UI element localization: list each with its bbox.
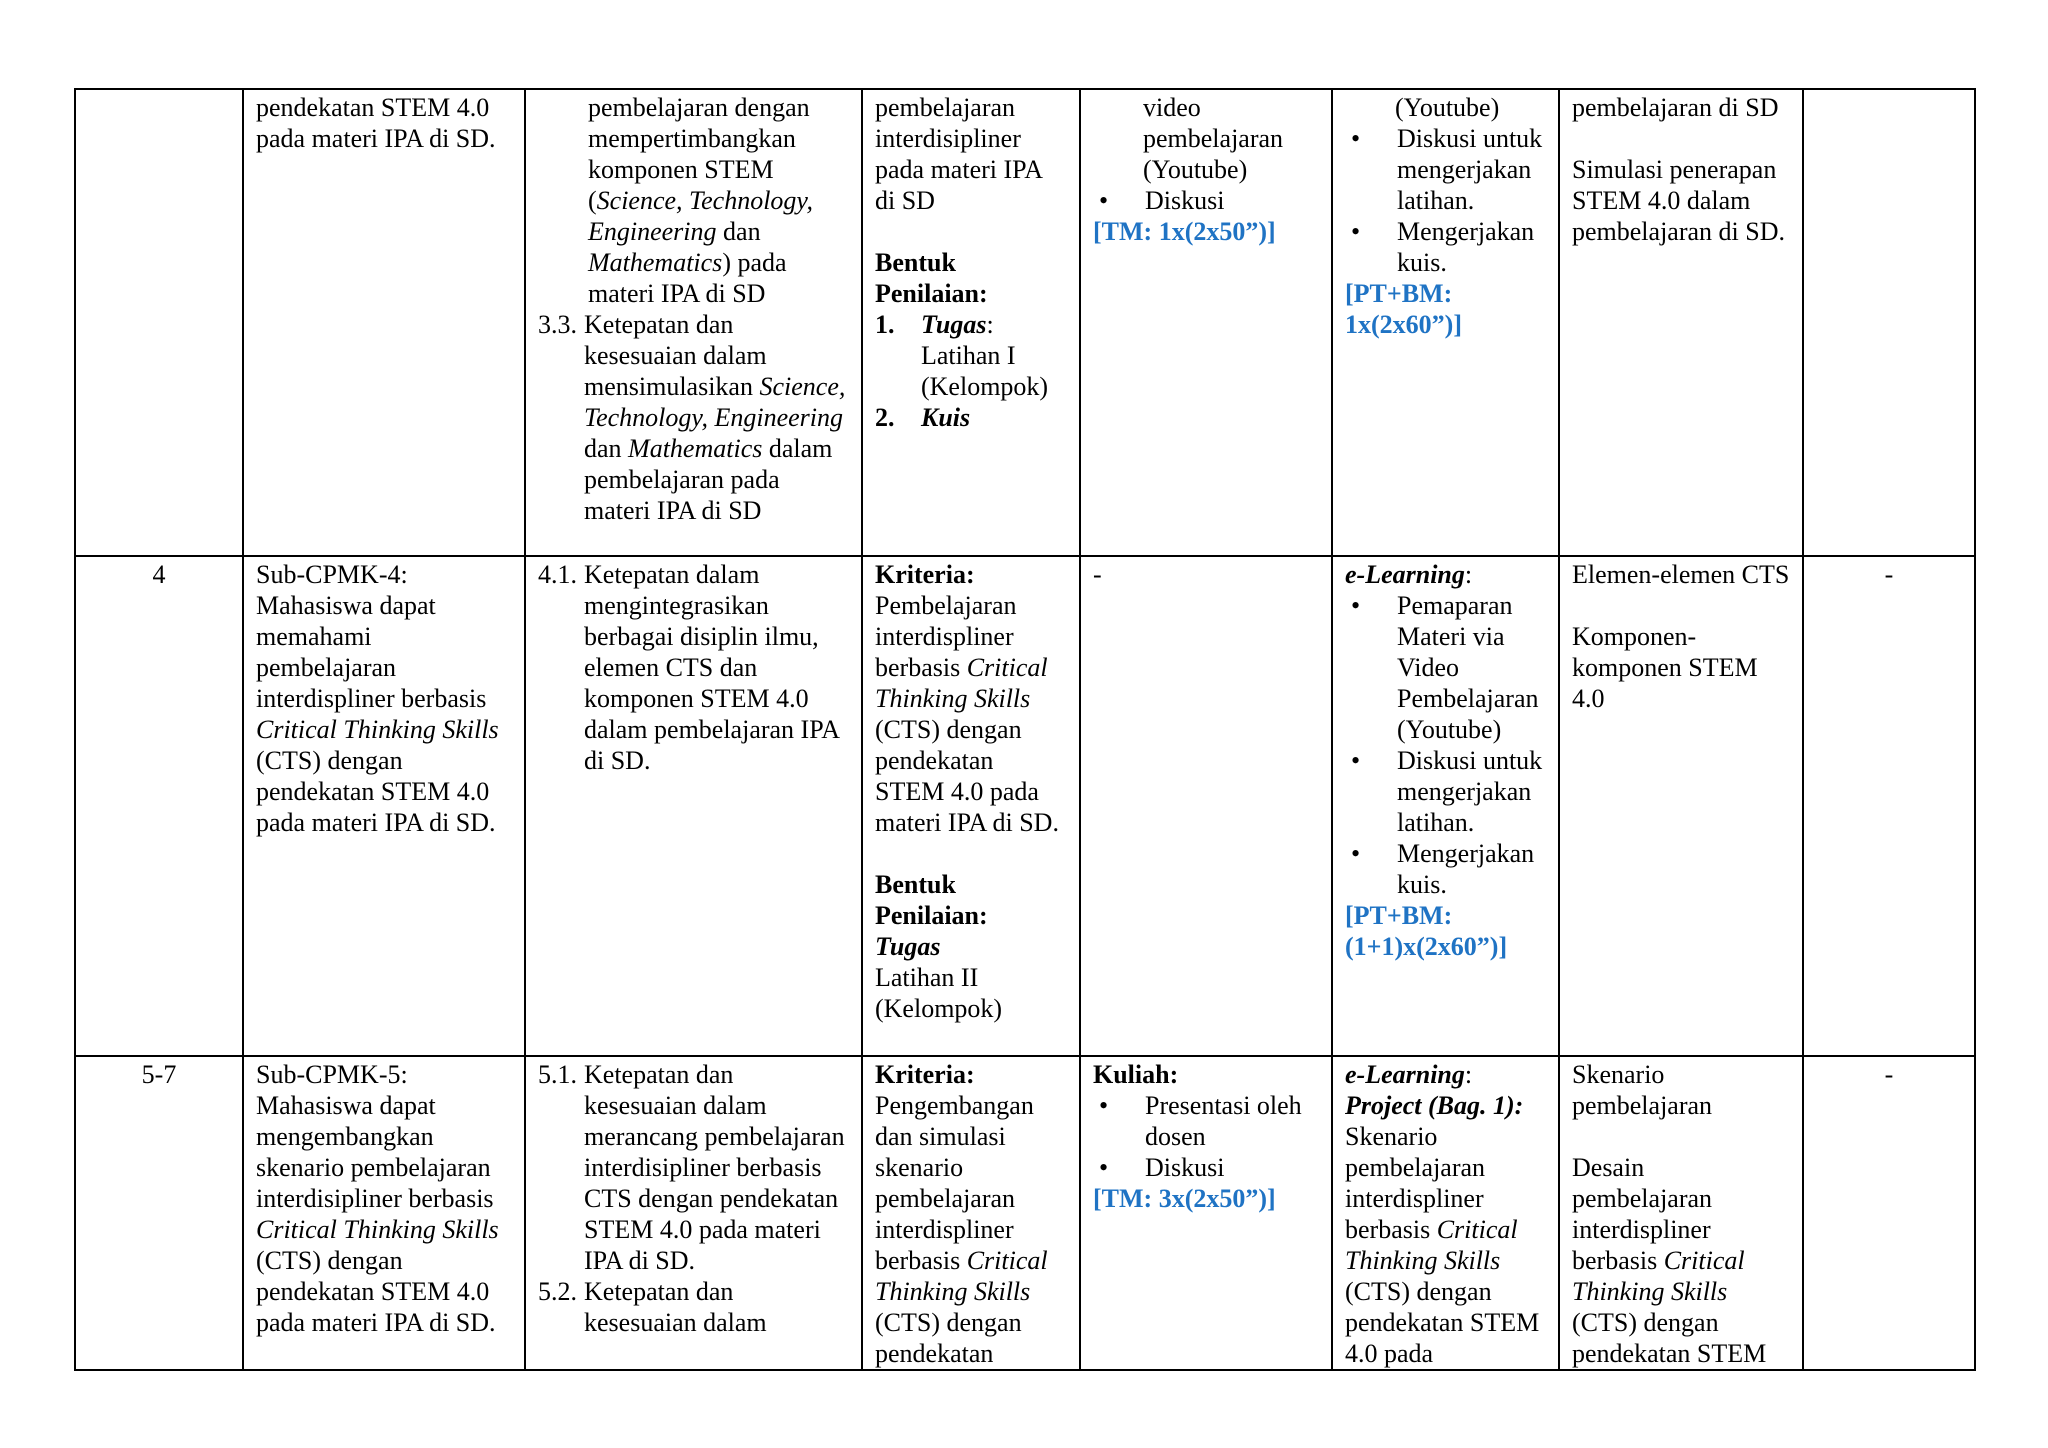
list-item: 2. Kuis bbox=[875, 403, 971, 432]
bullet-icon bbox=[1093, 1152, 1145, 1183]
criteria-text: Pengembangan dan simulasi skenario pembelajaran interdispliner berbasis Critical Thinking Skills (CTS) dengan pendekatan bbox=[875, 1091, 1048, 1368]
subcpmk-cell: pendekatan STEM 4.0 pada materi IPA di SD. bbox=[243, 89, 525, 556]
time-allocation: [PT+BM: (1+1)x(2x60”)] bbox=[1345, 901, 1508, 961]
assessment-list bbox=[875, 309, 1067, 433]
time-allocation: [TM: 1x(2x50”)] bbox=[1093, 217, 1276, 246]
bullet-icon bbox=[1093, 185, 1145, 216]
assessment-label: Bentuk Penilaian: bbox=[875, 248, 988, 308]
bullet-icon bbox=[1345, 216, 1397, 278]
elearning-cell bbox=[1332, 556, 1559, 1056]
project-label: Project (Bag. 1): bbox=[1345, 1091, 1524, 1120]
assessment-type: Tugas bbox=[875, 932, 941, 961]
indicator-item: 5.2. Ketepatan dan kesesuaian dalam bbox=[538, 1277, 767, 1337]
elearning-list bbox=[1345, 590, 1546, 900]
subcpmk-cell: Sub-CPMK-5: Mahasiswa dapat mengembangkan skenario pembelajaran interdisipliner berbasis Critical Thinking Skills (CTS) dengan pendekatan STEM 4.0 pada materi IPA di SD. bbox=[243, 1056, 525, 1370]
list-item: • Presentasi oleh dosen bbox=[1093, 1090, 1319, 1152]
rps-table bbox=[74, 88, 1976, 1371]
criteria-text: Pembelajaran interdispliner berbasis Critical Thinking Skills (CTS) dengan pendekatan STEM 4.0 pada materi IPA di SD. bbox=[875, 591, 1059, 837]
indicator-cell bbox=[525, 1056, 862, 1370]
lecture-cell: - bbox=[1080, 556, 1332, 1056]
criteria-cell bbox=[862, 1056, 1080, 1370]
list-item: • Diskusi bbox=[1093, 1152, 1319, 1183]
indicator-cell bbox=[525, 89, 862, 556]
indicator-item: 3.3. Ketepatan dan kesesuaian dalam mensimulasikan Science, Technology, Engineering dan Mathematics dalam pembelajaran pada materi IPA di SD bbox=[538, 310, 846, 525]
bullet-icon bbox=[1345, 838, 1397, 900]
bullet-icon bbox=[1345, 590, 1397, 745]
indicator-item: 5.1. Ketepatan dan kesesuaian dalam merancang pembelajaran interdisipliner berbasis CTS dengan pendekatan STEM 4.0 pada materi IPA di SD. bbox=[538, 1060, 845, 1275]
bullet-icon bbox=[1093, 1090, 1145, 1152]
criteria-label: Kriteria: bbox=[875, 1060, 975, 1089]
table-row bbox=[75, 89, 1975, 556]
assessment-desc: Latihan II (Kelompok) bbox=[875, 963, 1003, 1023]
list-item: • Diskusi bbox=[1093, 185, 1319, 216]
list-item: • Mengerjakan kuis. bbox=[1345, 838, 1546, 900]
elearning-cell bbox=[1332, 89, 1559, 556]
table-row bbox=[75, 1056, 1975, 1370]
criteria-cell bbox=[862, 89, 1080, 556]
material-cell: pembelajaran di SD Simulasi penerapan STEM 4.0 dalam pembelajaran di SD. bbox=[1559, 89, 1803, 556]
indicator-continuation: pembelajaran dengan mempertimbangkan komponen STEM (Science, Technology, Engineering dan Mathematics) pada materi IPA di SD bbox=[588, 93, 814, 308]
criteria-text: pembelajaran interdisipliner pada materi IPA di SD bbox=[875, 93, 1042, 215]
material-cell: Skenario pembelajaran Desain pembelajaran interdispliner berbasis Critical Thinking Skills (CTS) dengan pendekatan STEM bbox=[1559, 1056, 1803, 1370]
weight-cell bbox=[1803, 89, 1975, 556]
weight-cell: - bbox=[1803, 556, 1975, 1056]
weight-cell: - bbox=[1803, 1056, 1975, 1370]
material-cell: Elemen-elemen CTS Komponen-komponen STEM 4.0 bbox=[1559, 556, 1803, 1056]
indicator-cell bbox=[525, 556, 862, 1056]
bullet-icon bbox=[1345, 745, 1397, 838]
lecture-cell bbox=[1080, 89, 1332, 556]
list-item: • Mengerjakan kuis. bbox=[1345, 216, 1546, 278]
project-text: Skenario pembelajaran interdispliner berbasis Critical Thinking Skills (CTS) dengan pendekatan STEM 4.0 pada bbox=[1345, 1122, 1540, 1368]
table-row bbox=[75, 556, 1975, 1056]
criteria-label: Kriteria: bbox=[875, 560, 975, 589]
criteria-cell bbox=[862, 556, 1080, 1056]
subcpmk-cell: Sub-CPMK-4: Mahasiswa dapat memahami pembelajaran interdispliner berbasis Critical Thinking Skills (CTS) dengan pendekatan STEM 4.0 pada materi IPA di SD. bbox=[243, 556, 525, 1056]
elearning-list bbox=[1345, 123, 1546, 278]
lecture-list bbox=[1093, 1090, 1319, 1183]
bullet-icon bbox=[1345, 123, 1397, 216]
rps-page bbox=[74, 88, 1976, 1371]
list-item: • Diskusi untuk mengerjakan latihan. bbox=[1345, 745, 1546, 838]
elearning-continuation: (Youtube) bbox=[1395, 93, 1500, 122]
lecture-continuation: video pembelajaran (Youtube) bbox=[1143, 93, 1284, 184]
indicator-item: 4.1. Ketepatan dalam mengintegrasikan berbagai disiplin ilmu, elemen CTS dan komponen STEM 4.0 dalam pembelajaran IPA di SD. bbox=[538, 560, 839, 775]
time-allocation: [PT+BM: 1x(2x60”)] bbox=[1345, 279, 1462, 339]
elearning-label: e-Learning: bbox=[1345, 1060, 1473, 1089]
week-cell bbox=[75, 89, 243, 556]
lecture-cell bbox=[1080, 1056, 1332, 1370]
week-cell: 4 bbox=[75, 556, 243, 1056]
elearning-cell bbox=[1332, 1056, 1559, 1370]
time-allocation: [TM: 3x(2x50”)] bbox=[1093, 1184, 1276, 1213]
list-item: • Diskusi untuk mengerjakan latihan. bbox=[1345, 123, 1546, 216]
assessment-label: Bentuk Penilaian: bbox=[875, 870, 988, 930]
lecture-label: Kuliah: bbox=[1093, 1060, 1179, 1089]
elearning-label: e-Learning: bbox=[1345, 560, 1473, 589]
week-cell: 5-7 bbox=[75, 1056, 243, 1370]
list-item: 1. Tugas: Latihan I (Kelompok) bbox=[875, 310, 1049, 401]
lecture-list bbox=[1093, 185, 1319, 216]
list-item: • Pemaparan Materi via Video Pembelajaran (Youtube) bbox=[1345, 590, 1546, 745]
